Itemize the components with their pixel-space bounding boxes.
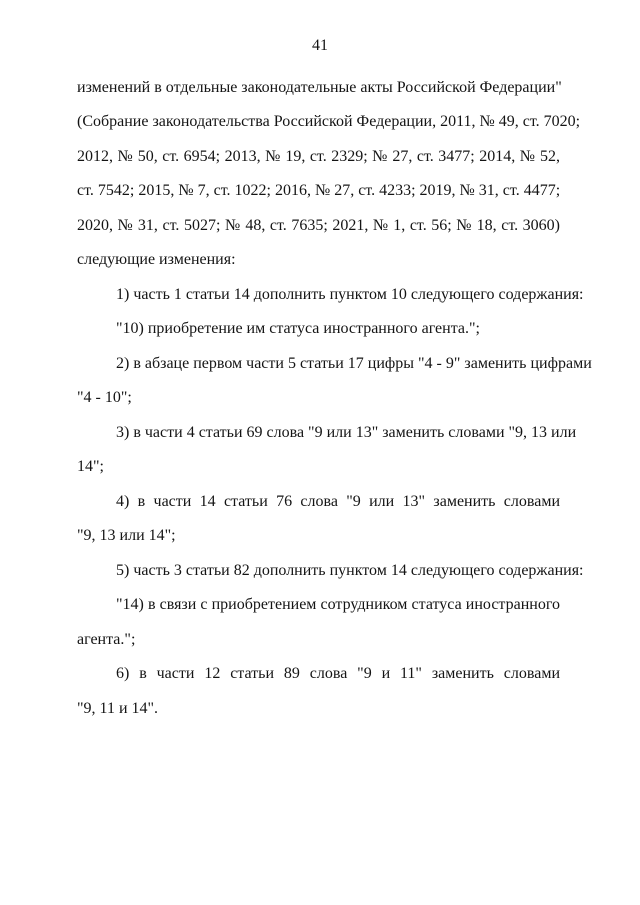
list-item-3: 3) в части 4 статьи 69 слова "9 или 13" заменить словами "9, 13 или [116,424,577,441]
text-line: агента."; [77,631,136,648]
text-line: "4 - 10"; [77,389,132,406]
text-line: 2020, № 31, ст. 5027; № 48, ст. 7635; 2021, № 1, ст. 56; № 18, ст. 3060) [77,217,560,234]
list-item-2: 2) в абзаце первом части 5 статьи 17 цифры "4 - 9" заменить цифрами [116,355,592,372]
list-item-5: 5) часть 3 статьи 82 дополнить пунктом 14 следующего содержания: [116,562,584,579]
text-line: 14"; [77,458,104,475]
text-line: "9, 11 и 14". [77,700,159,717]
list-item-6: 6) в части 12 статьи 89 слова "9 и 11" заменить словами [116,665,560,682]
quoted-text: "10) приобретение им статуса иностранного агента."; [116,320,480,337]
list-item-1: 1) часть 1 статьи 14 дополнить пунктом 10 следующего содержания: [116,286,584,303]
text-line: 2012, № 50, ст. 6954; 2013, № 19, ст. 2329; № 27, ст. 3477; 2014, № 52, [77,148,560,165]
page-number: 41 [312,37,328,54]
list-item-4: 4) в части 14 статьи 76 слова "9 или 13" заменить словами [116,493,560,510]
text-line: следующие изменения: [77,251,236,268]
quoted-text: "14) в связи с приобретением сотрудником статуса иностранного [116,596,560,613]
text-line: (Собрание законодательства Российской Федерации, 2011, № 49, ст. 7020; [77,113,581,130]
text-line: ст. 7542; 2015, № 7, ст. 1022; 2016, № 27, ст. 4233; 2019, № 31, ст. 4477; [77,182,561,199]
text-line: изменений в отдельные законодательные акты Российской Федерации" [77,79,562,96]
text-line: "9, 13 или 14"; [77,527,176,544]
